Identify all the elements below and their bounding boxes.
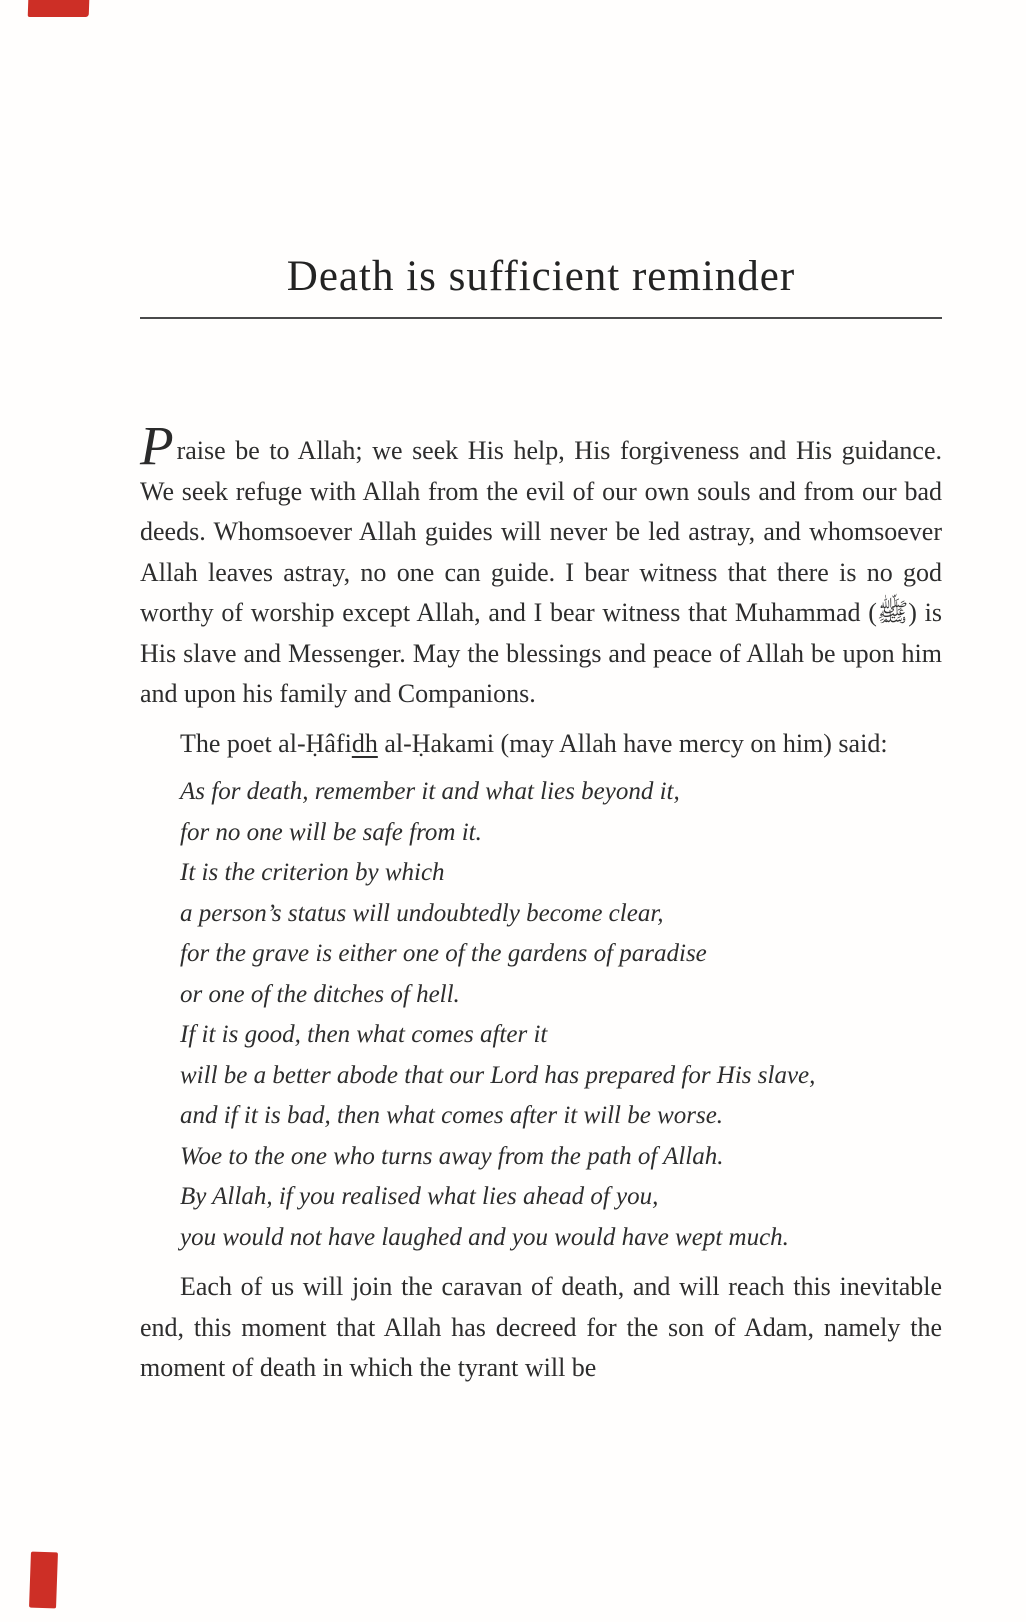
poet-intro-after: al-Ḥakami (may Allah have mercy on him) said: (377, 728, 888, 758)
poet-intro-before: The poet al-Ḥâfi (180, 728, 352, 758)
title-rule (140, 317, 942, 319)
poem-line: By Allah, if you realised what lies ahead of you, (180, 1183, 659, 1210)
page-content (140, 0, 942, 1389)
poem-block (180, 772, 942, 1258)
poem-line: Woe to the one who turns away from the path of Allah. (180, 1142, 724, 1170)
poem-line: As for death, remember it and what lies beyond it, (180, 778, 680, 805)
poem-line: It is the criterion by which (180, 859, 445, 886)
opening-paragraph: Praise be to Allah; we seek His help, His forgiveness and His guidance. We seek refuge with Allah from the evil of our own souls and from our bad deeds. Whomsoever Allah guides will never be led astray, and whomsoever Allah leaves astray, no one can guide. I bear witness that there is no god worthy of worship except Allah, and I bear witness that Muhammad (ﷺ) is His slave and Messenger. May the blessings and peace of Allah be upon him and upon his family and Companions. (140, 415, 942, 708)
poem-line: for the grave is either one of the gardens of paradise (180, 940, 707, 967)
poet-intro-underlined: dh (351, 728, 378, 758)
closing-paragraph: Each of us will join the caravan of death, and will reach this inevitable end, this moment that Allah has decreed for the son of Adam, namely the moment of death in which the tyrant will be (140, 1272, 942, 1382)
opening-paragraph-text: raise be to Allah; we seek His help, His forgiveness and His guidance. We seek refuge with Allah from the evil of our own souls and from our bad deeds. Whomsoever Allah guides will never be led astray, and whomsoever Allah leaves astray, no one can guide. I bear witness that there is no god worthy of worship except Allah, and I bear witness that Muhammad (ﷺ) is His slave and Messenger. May the blessings and peace of Allah be upon him and upon his family and Companions. (140, 436, 942, 708)
poet-intro-paragraph (140, 724, 942, 765)
red-edge-mark-bottom (29, 1552, 58, 1609)
red-edge-mark-top (28, 0, 90, 17)
poem-line: a person’s status will undoubtedly become clear, (180, 899, 664, 927)
poem-line: will be a better abode that our Lord has prepared for His slave, (180, 1061, 816, 1089)
poem-line: you would not have laughed and you would have wept much. (180, 1223, 789, 1251)
poem-line: for no one will be safe from it. (180, 818, 482, 846)
poem-line: and if it is bad, then what comes after it will be worse. (180, 1102, 724, 1129)
page-title: Death is sufficient reminder (286, 253, 796, 300)
poem-line: If it is good, then what comes after it (180, 1021, 548, 1048)
poem-line: or one of the ditches of hell. (180, 980, 460, 1008)
